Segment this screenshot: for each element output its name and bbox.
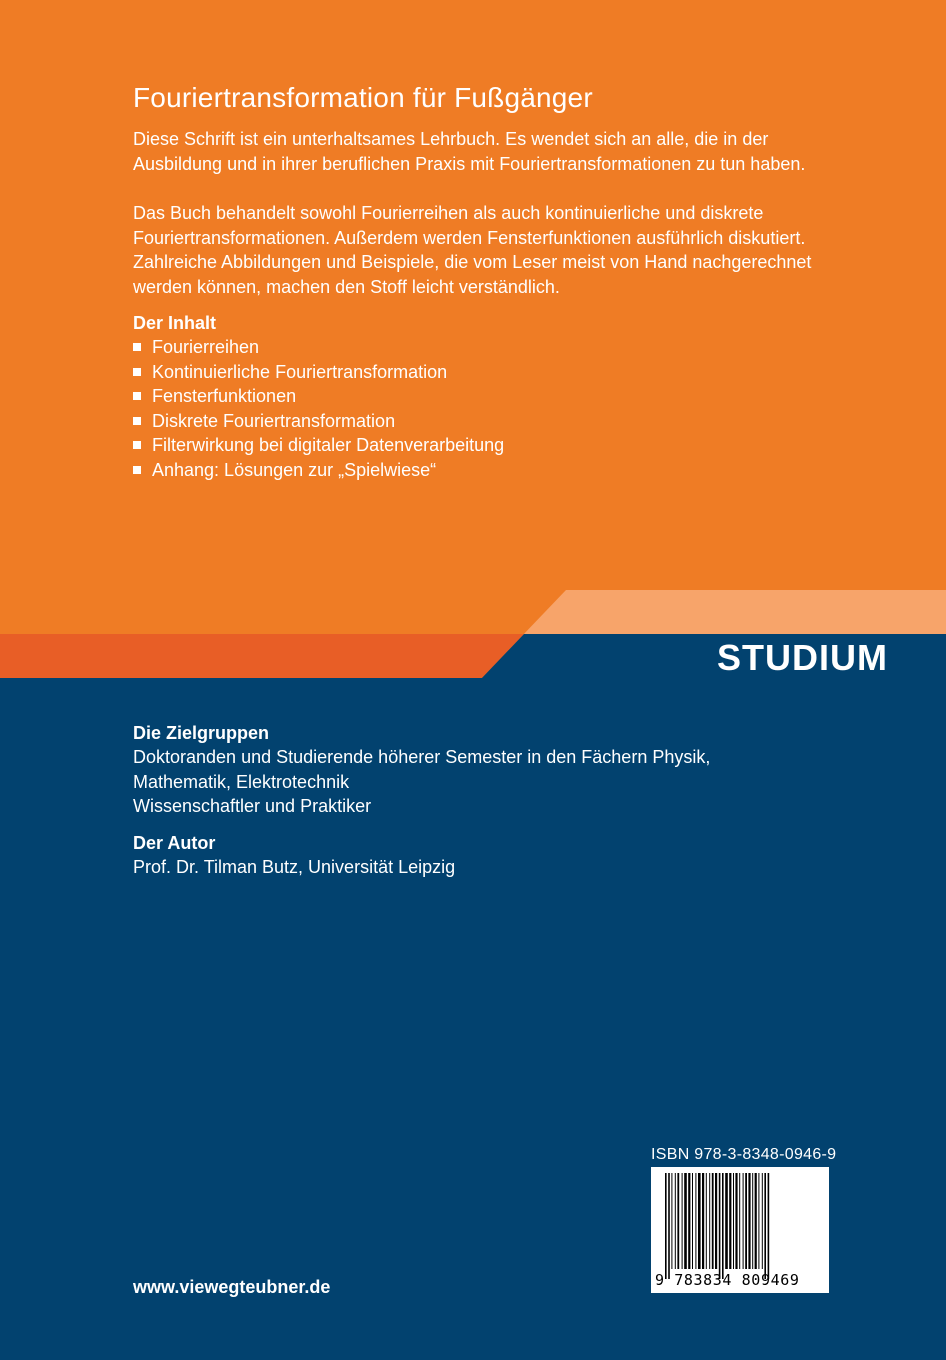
light-orange-stripe: [522, 590, 946, 636]
barcode-bar: [722, 1173, 724, 1279]
barcode-bar: [665, 1173, 667, 1279]
barcode-bar: [684, 1173, 687, 1269]
author-text: Prof. Dr. Tilman Butz, Universität Leipzig: [133, 857, 456, 877]
contents-list: [133, 335, 504, 483]
barcode-bar: [702, 1173, 704, 1269]
barcode-bar: [752, 1173, 753, 1269]
barcode-bar: [743, 1173, 744, 1269]
barcode-bar: [739, 1173, 740, 1269]
list-item-label: Fourierreihen: [152, 337, 260, 357]
barcode-bar: [733, 1173, 734, 1269]
barcode-bar: [668, 1173, 670, 1279]
red-orange-stripe: [0, 634, 524, 680]
barcode-bar: [692, 1173, 693, 1269]
barcode-bar: [748, 1173, 750, 1269]
list-item-label: Anhang: Lösungen zur „Spielwiese“: [152, 459, 437, 480]
square-bullet-icon: [133, 466, 141, 474]
square-bullet-icon: [133, 392, 141, 400]
barcode-bar: [706, 1173, 707, 1269]
list-item-label: Diskrete Fouriertransformation: [152, 410, 396, 431]
barcode-bar: [695, 1173, 696, 1269]
barcode-bar: [709, 1173, 710, 1269]
series-label: STUDIUM: [717, 637, 888, 678]
barcode-bar: [768, 1173, 770, 1279]
barcode-bar: [725, 1173, 728, 1269]
barcode-digits: 9 783834 809469: [655, 1271, 800, 1289]
list-item-label: Kontinuierliche Fouriertransformation: [152, 361, 448, 382]
barcode-bar: [764, 1173, 766, 1279]
square-bullet-icon: [133, 441, 141, 449]
square-bullet-icon: [133, 343, 141, 351]
list-item: [133, 335, 504, 360]
list-item: [133, 360, 504, 385]
list-item: [133, 458, 504, 483]
isbn-label: ISBN 978-3-8348-0946-9: [651, 1146, 837, 1163]
description-paragraph-1: Diese Schrift ist ein unterhaltsames Lehrbuch. Es wendet sich an alle, die in der Ausbildung und in ihrer beruflichen Praxis mit Fouriertransformationen zu tun haben.: [133, 129, 806, 174]
barcode-bar: [719, 1173, 721, 1279]
barcode-bar: [745, 1173, 747, 1269]
barcode-bar: [677, 1173, 679, 1269]
publisher-website-link[interactable]: www.viewegteubner.de: [133, 1277, 331, 1297]
list-item: [133, 384, 504, 409]
audience-text: Doktoranden und Studierende höherer Semester in den Fächern Physik, Mathematik, Elektrotechnik Wissenschaftler und Praktiker: [133, 747, 711, 817]
book-title: Fouriertransformation für Fußgänger: [133, 82, 593, 113]
list-item-label: Fensterfunktionen: [152, 386, 297, 407]
barcode-bar: [688, 1173, 690, 1269]
square-bullet-icon: [133, 417, 141, 425]
barcode-bar: [715, 1173, 717, 1269]
list-item: [133, 409, 504, 434]
author-heading: Der Autor: [133, 833, 216, 853]
barcode-bar: [671, 1173, 672, 1269]
contents-heading: Der Inhalt: [133, 313, 217, 333]
square-bullet-icon: [133, 368, 141, 376]
barcode-bar: [729, 1173, 731, 1269]
list-item-label: Filterwirkung bei digitaler Datenverarbeitung: [152, 435, 505, 456]
barcode-bar: [762, 1173, 763, 1269]
audience-heading: Die Zielgruppen: [133, 723, 270, 743]
barcode-bar: [735, 1173, 737, 1269]
barcode-bar: [755, 1173, 757, 1269]
barcode-bar: [675, 1173, 676, 1269]
description-paragraph-2: Das Buch behandelt sowohl Fourierreihen als auch kontinuierliche und diskrete Fouriertransformationen. Außerdem werden Fensterfunktionen ausführlich diskutiert. Zahlreiche Abbildungen und Beispiele, die vom Leser meist von Hand nachgerechnet werden können, machen den Stoff leicht verständlich.: [133, 203, 812, 297]
barcode-bar: [758, 1173, 759, 1269]
barcode: [651, 1167, 829, 1293]
barcode-bar: [712, 1173, 714, 1269]
barcode-bar: [698, 1173, 701, 1269]
barcode-bar: [682, 1173, 683, 1269]
list-item: [133, 433, 504, 458]
